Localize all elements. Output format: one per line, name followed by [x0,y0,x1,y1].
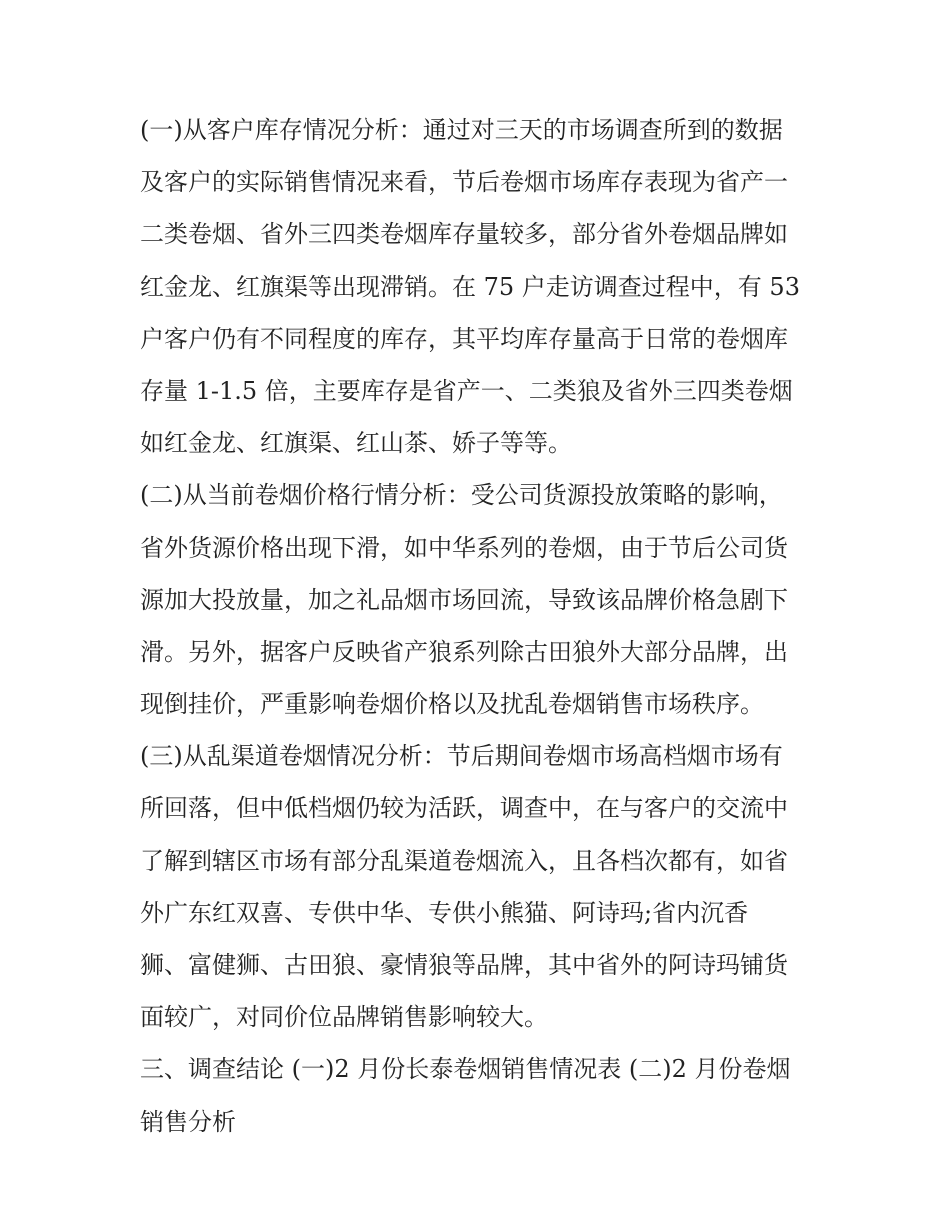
text-line: (三)从乱渠道卷烟情况分析：节后期间卷烟市场高档烟市场有 [140,742,783,771]
document-body [140,110,820,1154]
text-line: 滑。另外，据客户反映省产狼系列除古田狼外大部分品牌，出 [140,637,788,666]
text-line: 狮、富健狮、古田狼、豪情狼等品牌，其中省外的阿诗玛铺货 [140,951,788,979]
text-line: 现倒挂价，严重影响卷烟价格以及扰乱卷烟销售市场秩序。 [140,690,764,719]
text-line: 如红金龙、红旗渠、红山茶、娇子等等。 [140,429,572,458]
text-line: 户客户仍有不同程度的库存，其平均库存量高于日常的卷烟库 [140,324,788,353]
text-line: (二)从当前卷烟价格行情分析：受公司货源投放策略的影响， [140,481,783,510]
text-line: 了解到辖区市场有部分乱渠道卷烟流入，且各档次都有，如省 [140,846,788,875]
text-line: 销售分析 [140,1107,236,1136]
text-line: 及客户的实际销售情况来看，节后卷烟市场库存表现为省产一 [140,168,788,197]
text-line: 红金龙、红旗渠等出现滞销。在 75 户走访调查过程中，有 53 [140,272,800,301]
text-line: 三、调查结论 (一)2 月份长泰卷烟销售情况表 (二)2 月份卷烟 [140,1055,791,1084]
text-line: 省外货源价格出现下滑，如中华系列的卷烟，由于节后公司货 [140,533,788,562]
text-line: 源加大投放量，加之礼品烟市场回流，导致该品牌价格急剧下 [140,585,788,614]
text-line: 所回落，但中低档烟仍较为活跃，调查中，在与客户的交流中 [140,794,788,823]
text-line: 面较广，对同价位品牌销售影响较大。 [140,1003,548,1032]
text-line: 二类卷烟、省外三四类卷烟库存量较多，部分省外卷烟品牌如 [140,220,788,249]
text-line: 外广东红双喜、专供中华、专供小熊猫、阿诗玛;省内沉香 [140,898,749,927]
text-line: (一)从客户库存情况分析：通过对三天的市场调查所到的数据 [140,116,783,144]
text-line: 存量 1-1.5 倍，主要库存是省产一、二类狼及省外三四类卷烟 [140,376,793,405]
